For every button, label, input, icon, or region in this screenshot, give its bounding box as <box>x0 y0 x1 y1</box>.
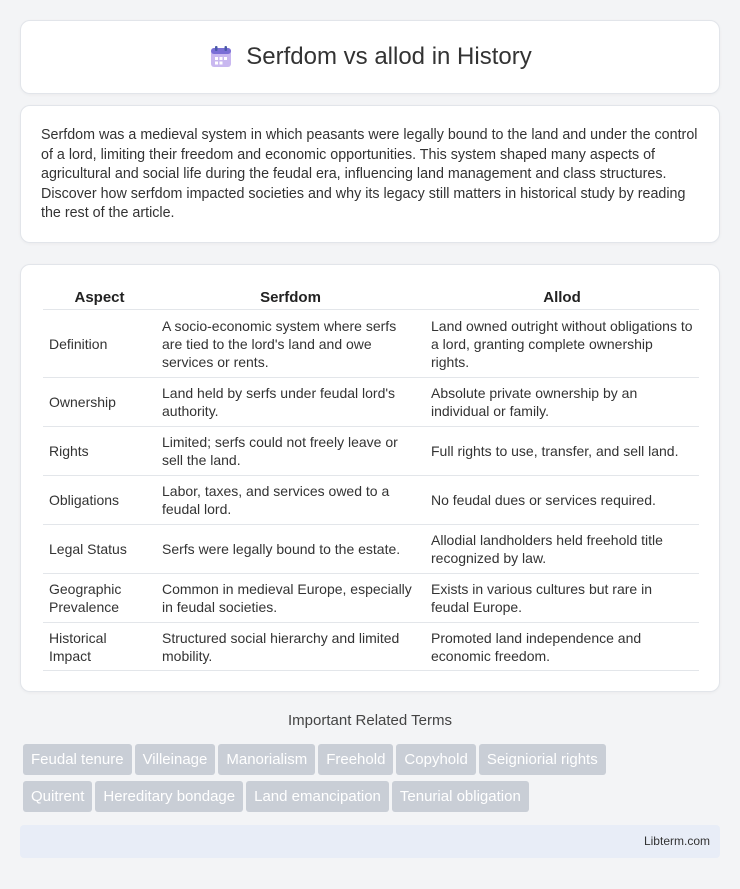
term-chip[interactable]: Land emancipation <box>246 781 389 812</box>
term-chip[interactable]: Tenurial obligation <box>392 781 529 812</box>
cell-aspect: Legal Status <box>43 524 156 573</box>
footer-site-link[interactable]: Libterm.com <box>643 834 710 848</box>
term-chip[interactable]: Hereditary bondage <box>95 781 243 812</box>
cell-aspect: Obligations <box>43 475 156 524</box>
header-aspect: Aspect <box>74 288 125 306</box>
related-terms-list <box>23 744 723 818</box>
table-header-row <box>43 285 699 309</box>
cell-aspect: Geographic Prevalence <box>43 573 156 622</box>
cell-serfdom: Structured social hierarchy and limited mobility. <box>156 622 425 671</box>
footer <box>20 825 720 858</box>
table-row <box>43 622 699 671</box>
term-chip[interactable]: Feudal tenure <box>23 744 132 775</box>
table-row <box>43 475 699 524</box>
table-row <box>43 377 699 426</box>
comparison-card <box>20 264 720 692</box>
cell-serfdom: Common in medieval Europe, especially in feudal societies. <box>156 573 425 622</box>
cell-serfdom: Land held by serfs under feudal lord's authority. <box>156 377 425 426</box>
intro-text: Serfdom was a medieval system in which peasants were legally bound to the land and under the control of a lord, limiting their freedom and economic opportunities. This system shaped many aspects of agricultural and social life during the feudal era, influencing land management and class structures. Discover how serfdom impacted societies and why its legacy still matters in historical study by reading the rest of the article. <box>41 127 698 221</box>
header-card <box>20 20 720 94</box>
cell-allod: Land owned outright without obligations to a lord, granting complete ownership rights. <box>425 309 699 377</box>
header-allod: Allod <box>543 288 581 306</box>
cell-allod: Absolute private ownership by an individual or family. <box>425 377 699 426</box>
cell-allod: Promoted land independence and economic freedom. <box>425 622 699 671</box>
cell-serfdom: Limited; serfs could not freely leave or sell the land. <box>156 426 425 475</box>
table-row <box>43 524 699 573</box>
term-chip[interactable]: Quitrent <box>23 781 92 812</box>
term-chip[interactable]: Seigniorial rights <box>479 744 606 775</box>
cell-aspect: Rights <box>43 426 156 475</box>
calendar-icon <box>208 44 234 70</box>
term-chip[interactable]: Manorialism <box>218 744 315 775</box>
table-row <box>43 426 699 475</box>
cell-aspect: Definition <box>43 309 156 377</box>
related-terms-title: Important Related Terms <box>288 712 452 729</box>
cell-aspect: Ownership <box>43 377 156 426</box>
cell-serfdom: Labor, taxes, and services owed to a feudal lord. <box>156 475 425 524</box>
cell-allod: Full rights to use, transfer, and sell land. <box>425 426 699 475</box>
comparison-table <box>43 285 699 671</box>
table-row <box>43 309 699 377</box>
cell-serfdom: A socio-economic system where serfs are tied to the lord's land and owe services or rents. <box>156 309 425 377</box>
cell-allod: No feudal dues or services required. <box>425 475 699 524</box>
intro-card <box>20 105 720 243</box>
cell-aspect: Historical Impact <box>43 622 156 671</box>
cell-allod: Allodial landholders held freehold title recognized by law. <box>425 524 699 573</box>
term-chip[interactable]: Copyhold <box>396 744 475 775</box>
table-row <box>43 573 699 622</box>
cell-serfdom: Serfs were legally bound to the estate. <box>156 524 425 573</box>
term-chip[interactable]: Freehold <box>318 744 393 775</box>
term-chip[interactable]: Villeinage <box>135 744 216 775</box>
cell-allod: Exists in various cultures but rare in feudal Europe. <box>425 573 699 622</box>
header-serfdom: Serfdom <box>260 288 321 306</box>
page-title: Serfdom vs allod in History <box>246 43 532 70</box>
